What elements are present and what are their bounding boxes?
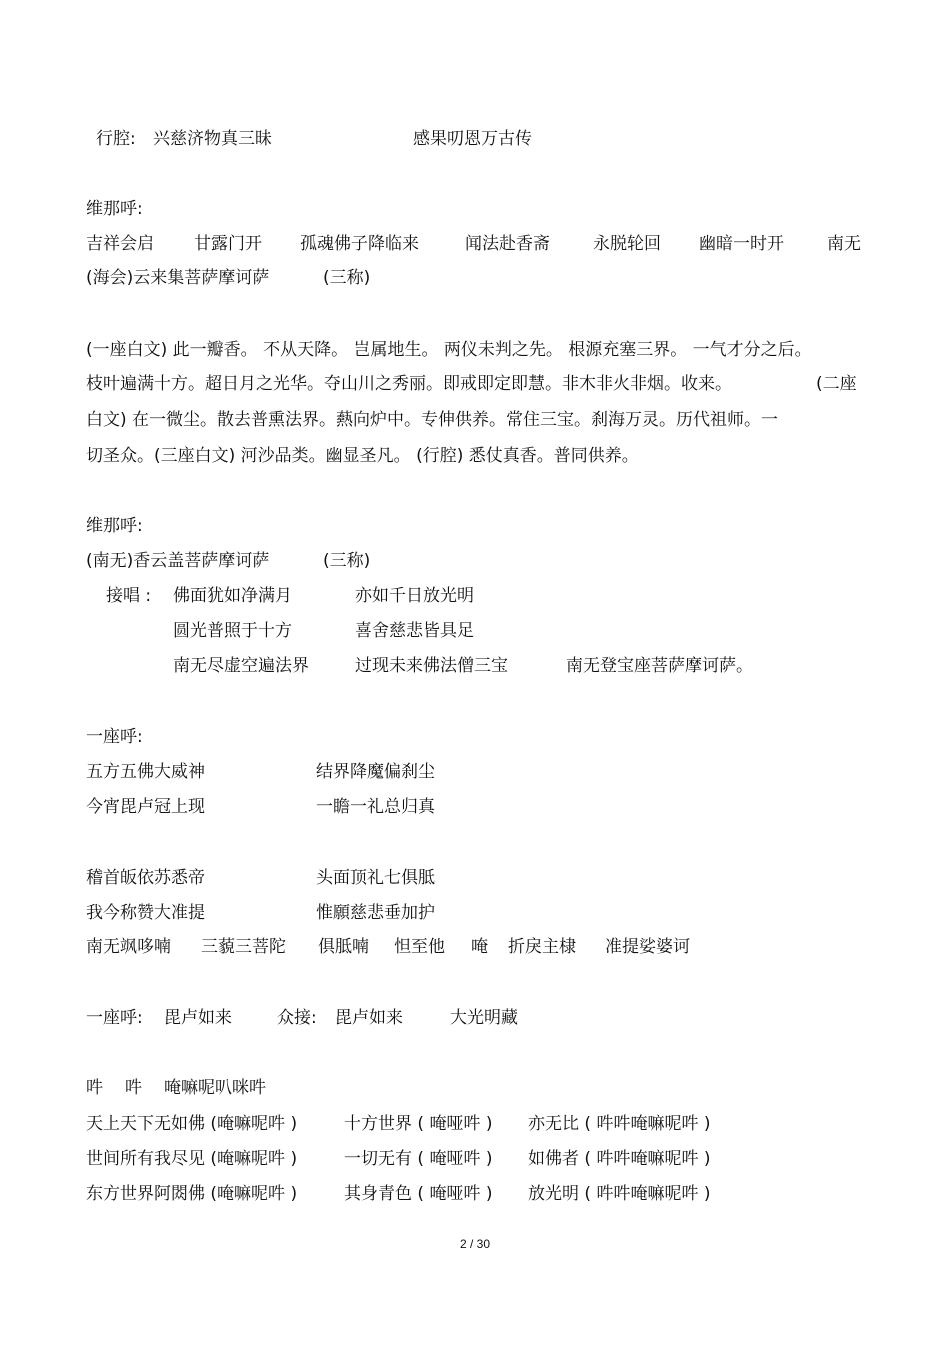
prose-line: (一座白文) 此一瓣香。 不从天降。 岂属地生。 两仪未判之先。 根源充塞三界。 一气才分之后。 (86, 340, 812, 360)
verse-line: 一瞻一礼总归真 (316, 797, 435, 817)
verse-cell: 东方世界阿閦佛 (唵嘛呢吽 ) (86, 1184, 298, 1204)
verse-cell: 亦无比 ( 吽吽唵嘛呢吽 ) (528, 1114, 711, 1134)
verse-cell: 如佛者 ( 吽吽唵嘛呢吽 ) (528, 1149, 711, 1169)
mantra-phrase: 唵 (471, 937, 488, 957)
section-heading: 维那呼: (86, 199, 143, 219)
verse-line: 五方五佛大威神 (86, 762, 205, 782)
chant-label-zhongjie: 众接: (277, 1008, 317, 1028)
chant-label-jiechang: 接唱 : (106, 586, 152, 606)
verse-line: 南无尽虚空遍法界 (173, 656, 309, 676)
mantra-phrase: 吽 (125, 1078, 142, 1098)
verse-phrase: 毘卢如来 (164, 1008, 232, 1028)
verse-phrase: 大光明藏 (450, 1008, 518, 1028)
verse-line: 南无登宝座菩萨摩诃萨。 (566, 656, 753, 676)
verse-line: 惟願慈悲垂加护 (316, 903, 435, 923)
recitation-note: (三称) (323, 551, 371, 571)
verse-line: 今宵毘卢冠上现 (86, 797, 205, 817)
verse-line: 结界降魔偏刹尘 (316, 762, 435, 782)
section-heading: 一座呼: (86, 727, 143, 747)
mantra-phrase: 准提娑婆诃 (605, 937, 690, 957)
verse-phrase: 南无 (827, 234, 861, 254)
mantra-phrase: 三藐三菩陀 (201, 937, 286, 957)
mantra-phrase: 唵嘛呢叭咪吽 (164, 1078, 266, 1098)
verse-line: 感果叨恩万古传 (413, 129, 532, 149)
verse-cell: 十方世界 ( 唵哑吽 ) (344, 1114, 493, 1134)
verse-cell: 一切无有 ( 唵哑吽 ) (344, 1149, 493, 1169)
recitation-note: (三称) (323, 268, 371, 288)
verse-line: (海会)云来集菩萨摩诃萨 (86, 268, 270, 288)
verse-line: 亦如千日放光明 (355, 586, 474, 606)
verse-phrase: 甘露门开 (194, 234, 262, 254)
verse-line: 头面顶礼七俱胝 (316, 868, 435, 888)
mantra-phrase: 俱胝喃 (318, 937, 369, 957)
verse-cell: 放光明 ( 吽吽唵嘛呢吽 ) (528, 1184, 711, 1204)
verse-cell: 世间所有我尽见 (唵嘛呢吽 ) (86, 1149, 298, 1169)
mantra-phrase: 吽 (86, 1078, 103, 1098)
prose-line: (二座 (816, 374, 857, 394)
mantra-phrase: 怛至他 (394, 937, 445, 957)
verse-phrase: 毘卢如来 (335, 1008, 403, 1028)
verse-line: 我今称赞大准提 (86, 903, 205, 923)
chant-label-xingqiang: 行腔: (96, 129, 136, 149)
verse-phrase: 幽暗一时开 (699, 234, 784, 254)
verse-line: 喜舍慈悲皆具足 (355, 621, 474, 641)
verse-line: 圆光普照于十方 (173, 621, 292, 641)
chant-label-yizuohu: 一座呼: (86, 1008, 143, 1028)
verse-line: 过现未来佛法僧三宝 (355, 656, 508, 676)
prose-line: 白文) 在一微尘。散去普熏法界。爇向炉中。专伸供养。常住三宝。刹海万灵。历代祖师。一 (86, 410, 779, 430)
verse-line: 稽首皈依苏悉帝 (86, 868, 205, 888)
section-heading: 维那呼: (86, 516, 143, 536)
verse-line: 佛面犹如净满月 (173, 586, 292, 606)
verse-cell: 天上天下无如佛 (唵嘛呢吽 ) (86, 1114, 298, 1134)
verse-line: 兴慈济物真三昧 (153, 129, 272, 149)
prose-line: 枝叶遍满十方。超日月之光华。夺山川之秀丽。即戒即定即慧。非木非火非烟。收来。 (86, 374, 732, 394)
prose-line: 切圣众。(三座白文) 河沙品类。幽显圣凡。 (行腔) 悉仗真香。普同供养。 (86, 446, 639, 466)
verse-phrase: 孤魂佛子降临来 (300, 234, 419, 254)
mantra-phrase: 南无飒哆喃 (86, 937, 171, 957)
mantra-phrase: 折戾主棣 (508, 937, 576, 957)
verse-phrase: 闻法赴香斋 (465, 234, 550, 254)
verse-phrase: 吉祥会启 (86, 234, 154, 254)
verse-line: (南无)香云盖菩萨摩诃萨 (86, 551, 270, 571)
verse-phrase: 永脱轮回 (593, 234, 661, 254)
verse-cell: 其身青色 ( 唵哑吽 ) (344, 1184, 493, 1204)
page-number: 2 / 30 (459, 1237, 491, 1251)
